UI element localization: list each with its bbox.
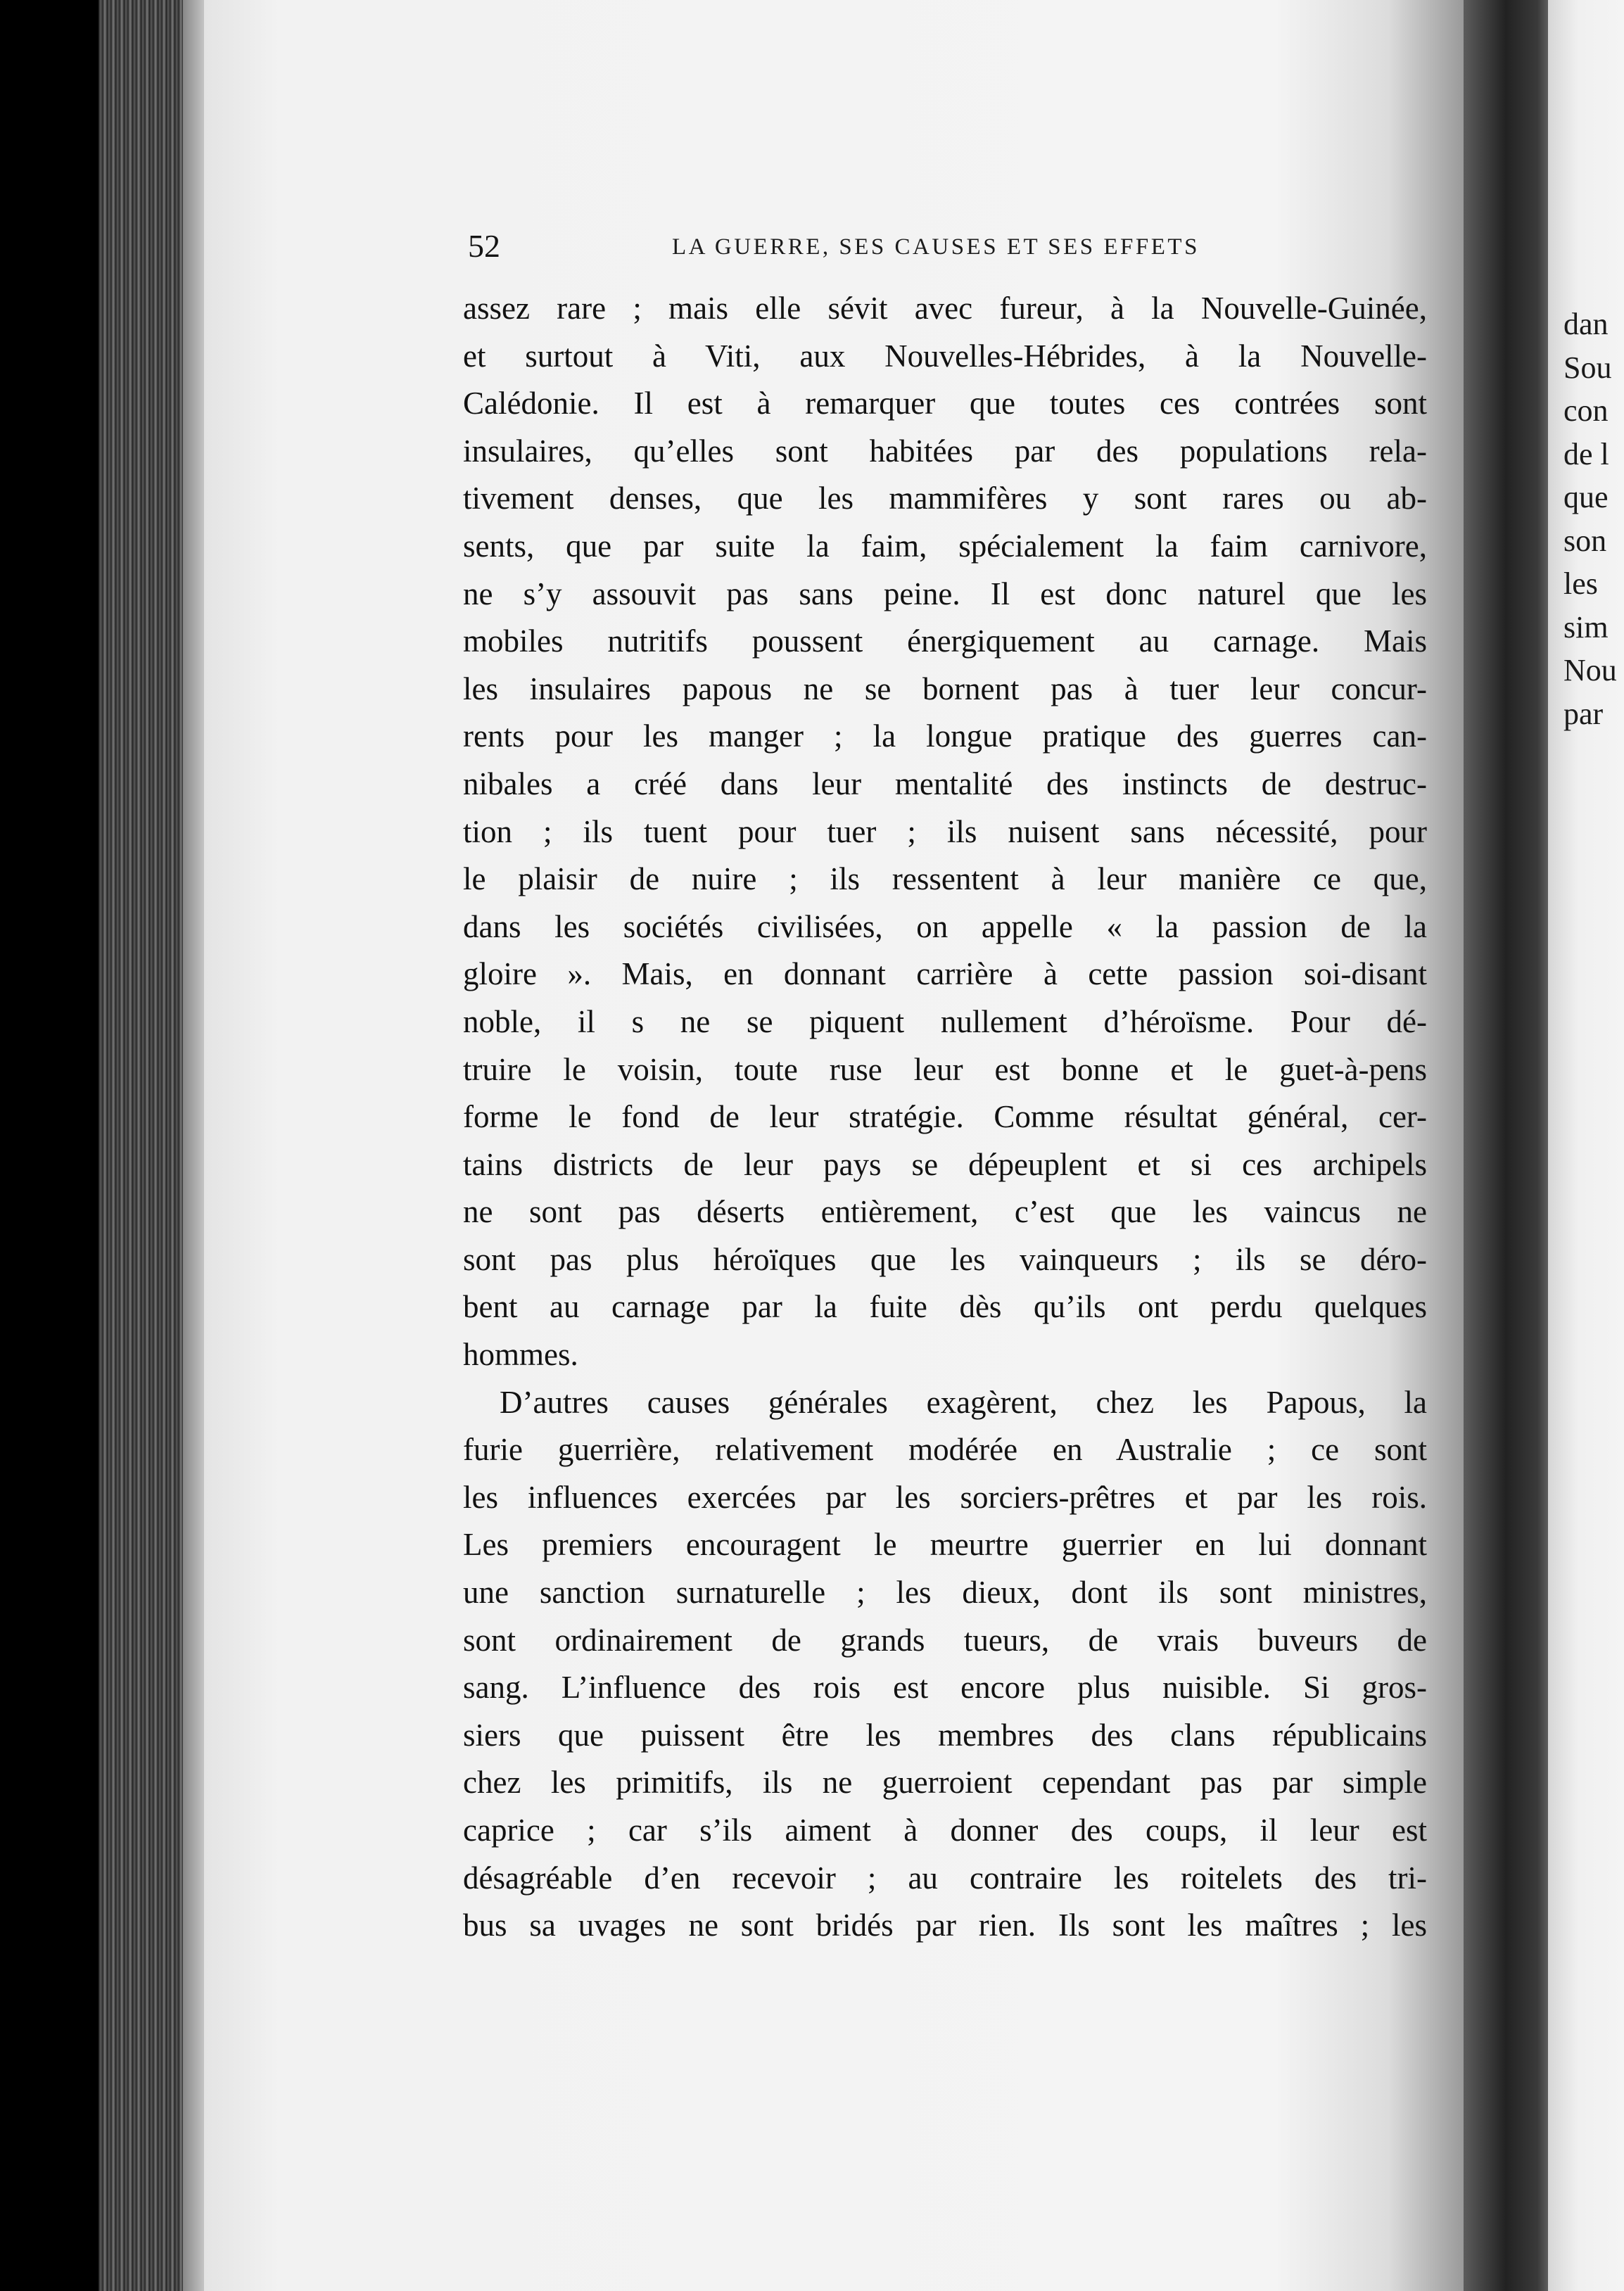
page-number: 52 bbox=[468, 228, 500, 264]
text-line: sang. L’influence des rois est encore plus nuisible. Si gros- bbox=[463, 1670, 1427, 1706]
text-line: truire le voisin, toute ruse leur est bonne et le guet-à-pens bbox=[463, 1051, 1427, 1087]
facing-line: Sou bbox=[1563, 350, 1612, 385]
text-line: insulaires, qu’elles sont habitées par des populations rela- bbox=[463, 433, 1427, 469]
text-line: Les premiers encouragent le meurtre guerrier en lui donnant bbox=[463, 1527, 1427, 1563]
facing-line: sim bbox=[1563, 609, 1609, 645]
text-line: chez les primitifs, ils ne guerroient cependant pas par simple bbox=[463, 1765, 1427, 1801]
text-line: bus sa uvages ne sont bridés par rien. Ils sont les maîtres ; les bbox=[463, 1908, 1427, 1943]
text-line: caprice ; car s’ils aiment à donner des coups, il leur est bbox=[463, 1813, 1427, 1848]
text-line: les influences exercées par les sorciers-prêtres et par les rois. bbox=[463, 1479, 1427, 1515]
text-line: hommes. bbox=[463, 1337, 578, 1373]
text-line: forme le fond de leur stratégie. Comme résultat général, cer- bbox=[463, 1099, 1427, 1135]
facing-line: con bbox=[1563, 393, 1609, 428]
facing-line: dan bbox=[1563, 307, 1609, 341]
text-line: désagréable d’en recevoir ; au contraire les roitelets des tri- bbox=[463, 1860, 1427, 1896]
facing-line: de l bbox=[1563, 436, 1609, 471]
text-line: tains districts de leur pays se dépeuplent et si ces archipels bbox=[463, 1146, 1427, 1182]
facing-page-text bbox=[1563, 303, 1617, 735]
text-line: sents, que par suite la faim, spécialement la faim carnivore, bbox=[463, 528, 1427, 564]
text-line: nibales a créé dans leur mentalité des instincts de destruc- bbox=[463, 766, 1427, 801]
text-line: sont pas plus héroïques que les vainqueurs ; ils se déro- bbox=[463, 1241, 1427, 1277]
body-text bbox=[463, 285, 1427, 1950]
text-line: Calédonie. Il est à remarquer que toutes ces contrées sont bbox=[463, 386, 1427, 421]
facing-line: Nou bbox=[1563, 653, 1617, 687]
text-line: furie guerrière, relativement modérée en Australie ; ce sont bbox=[463, 1432, 1427, 1468]
text-line: rents pour les manger ; la longue pratique des guerres can- bbox=[463, 718, 1427, 754]
text-line: bent au carnage par la fuite dès qu’ils ont perdu quelques bbox=[463, 1289, 1427, 1325]
text-line: D’autres causes générales exagèrent, chez les Papous, la bbox=[500, 1384, 1427, 1420]
text-line: noble, il s ne se piquent nullement d’héroïsme. Pour dé- bbox=[463, 1003, 1427, 1039]
text-line: les insulaires papous ne se bornent pas à tuer leur concur- bbox=[463, 671, 1427, 706]
text-line: gloire ». Mais, en donnant carrière à cette passion soi-disant bbox=[463, 956, 1427, 992]
text-line: et surtout à Viti, aux Nouvelles-Hébrides, à la Nouvelle- bbox=[463, 338, 1427, 374]
running-header bbox=[468, 225, 1418, 267]
facing-line: son bbox=[1563, 523, 1607, 558]
text-line: tion ; ils tuent pour tuer ; ils nuisent sans nécessité, pour bbox=[463, 813, 1427, 849]
facing-line: les bbox=[1563, 566, 1598, 601]
text-line: assez rare ; mais elle sévit avec fureur, à la Nouvelle-Guinée, bbox=[463, 291, 1427, 326]
text-line: mobiles nutritifs poussent énergiquement au carnage. Mais bbox=[463, 623, 1427, 659]
text-line: ne s’y assouvit pas sans peine. Il est donc naturel que les bbox=[463, 576, 1427, 611]
text-line: tivement denses, que les mammifères y sont rares ou ab- bbox=[463, 481, 1427, 516]
text-line: sont ordinairement de grands tueurs, de vrais buveurs de bbox=[463, 1622, 1427, 1658]
facing-line: par bbox=[1563, 696, 1604, 731]
running-title: LA GUERRE, SES CAUSES ET SES EFFETS bbox=[672, 234, 1200, 260]
text-line: ne sont pas déserts entièrement, c’est que les vaincus ne bbox=[463, 1194, 1427, 1230]
facing-page bbox=[1548, 0, 1624, 2291]
text-line: siers que puissent être les membres des clans républicains bbox=[463, 1717, 1427, 1753]
facing-line: que bbox=[1563, 480, 1609, 514]
text-line: le plaisir de nuire ; ils ressentent à leur manière ce que, bbox=[463, 861, 1427, 897]
text-line: dans les sociétés civilisées, on appelle « la passion de la bbox=[463, 908, 1427, 944]
text-line: une sanction surnaturelle ; les dieux, dont ils sont ministres, bbox=[463, 1575, 1427, 1611]
